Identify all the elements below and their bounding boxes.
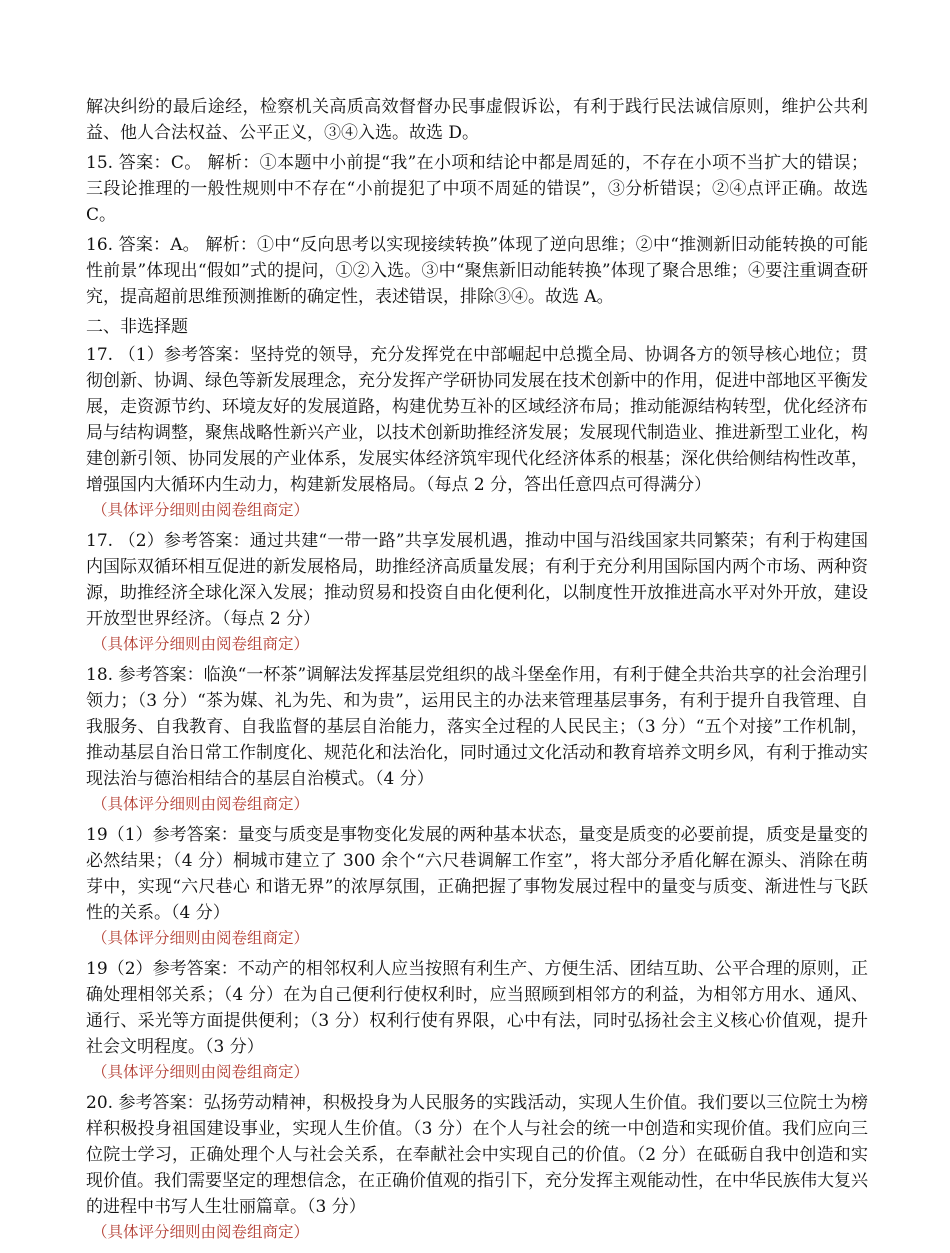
answer-question-19-1: 19（1）参考答案：量变与质变是事物变化发展的两种基本状态，量变是质变的必要前提，质变是量变的必然结果；（4 分）桐城市建立了 300 余个“六尺巷调解工作室”，将大部分矛盾化解在源头、消除在萌芽中，实现“六尺巷心 和谐无界”的浓厚氛围，正确把握了事物发展过程中的量变与质变、渐进性与飞跃性的关系。（4 分） xyxy=(86,825,868,923)
scoring-note: （具体评分细则由阅卷组商定） xyxy=(92,635,310,653)
answer-question-17-2: 17. （2）参考答案：通过共建“一带一路”共享发展机遇，推动中国与沿线国家共同繁荣；有利于构建国内国际双循环相互促进的新发展格局，助推经济高质量发展；有利于充分利用国际国内两个市场、两种资源，助推经济全球化深入发展；推动贸易和投资自由化便利化，以制度性开放推进高水平对外开放，建设开放型世界经济。（每点 2 分） xyxy=(86,531,868,629)
scoring-note: （具体评分细则由阅卷组商定） xyxy=(92,1223,310,1241)
paragraph-intro: 解决纠纷的最后途经，检察机关高质高效督督办民事虚假诉讼，有利于践行民法诚信原则，维护公共利益、他人合法权益、公平正义，③④入选。故选 D。 xyxy=(86,97,868,143)
scoring-note: （具体评分细则由阅卷组商定） xyxy=(92,1063,310,1081)
section-title: 二、非选择题 xyxy=(86,317,188,337)
scoring-note: （具体评分细则由阅卷组商定） xyxy=(92,501,310,519)
answer-question-17-1: 17. （1）参考答案：坚持党的领导，充分发挥党在中部崛起中总揽全局、协调各方的领导核心地位；贯彻创新、协调、绿色等新发展理念，充分发挥产学研协同发展在技术创新中的作用，促进中部地区平衡发展，走资源节约、环境友好的发展道路，构建优势互补的区域经济布局；推动能源结构转型，优化经济布局与结构调整，聚焦战略性新兴产业，以技术创新助推经济发展；发展现代制造业、推进新型工业化，构建创新引领、协同发展的产业体系，发展实体经济筑牢现代化经济体系的根基；深化供给侧结构性改革，增强国内大循环内生动力，构建新发展格局。（每点 2 分，答出任意四点可得满分） xyxy=(86,345,868,495)
answer-question-19-2: 19（2）参考答案：不动产的相邻权利人应当按照有利生产、方便生活、团结互助、公平合理的原则，正确处理相邻关系；（4 分）在为自己便利行使权利时，应当照顾到相邻方的利益，为相邻方用水、通风、通行、采光等方面提供便利；（3 分）权利行使有界限，心中有法，同时弘扬社会主义核心价值观，提升社会文明程度。（3 分） xyxy=(86,959,868,1057)
answer-question-15: 15. 答案：C。 解析：①本题中小前提“我”在小项和结论中都是周延的，不存在小项不当扩大的错误；三段论推理的一般性规则中不存在“小前提犯了中项不周延的错误”，③分析错误；②④点评正确。故选 C。 xyxy=(86,153,868,225)
scoring-note: （具体评分细则由阅卷组商定） xyxy=(92,795,310,813)
page-content xyxy=(86,94,868,1250)
answer-question-18: 18. 参考答案：临涣“一杯茶”调解法发挥基层党组织的战斗堡垒作用，有利于健全共治共享的社会治理引领力；（3 分）“茶为媒、礼为先、和为贵”，运用民主的办法来管理基层事务，有利于提升自我管理、自我服务、自我教育、自我监督的基层自治能力，落实全过程的人民民主；（3 分）“五个对接”工作机制，推动基层自治日常工作制度化、规范化和法治化，同时通过文化活动和教育培养文明乡风，有利于推动实现法治与德治相结合的基层自治模式。（4 分） xyxy=(86,665,868,789)
scoring-note: （具体评分细则由阅卷组商定） xyxy=(92,929,310,947)
answer-question-16: 16. 答案：A。 解析：①中“反向思考以实现接续转换”体现了逆向思维；②中“推测新旧动能转换的可能性前景”体现出“假如”式的提问，①②入选。③中“聚焦新旧动能转换”体现了聚合思维；④要注重调查研究，提高超前思维预测推断的确定性，表述错误，排除③④。故选 A。 xyxy=(86,235,868,307)
answer-question-20: 20. 参考答案：弘扬劳动精神，积极投身为人民服务的实践活动，实现人生价值。我们要以三位院士为榜样积极投身祖国建设事业，实现人生价值。（3 分）在个人与社会的统一中创造和实现价值。我们应向三位院士学习，正确处理个人与社会关系，在奉献社会中实现自己的价值。（2 分）在砥砺自我中创造和实现价值。我们需要坚定的理想信念，在正确价值观的指引下，充分发挥主观能动性，在中华民族伟大复兴的进程中书写人生壮丽篇章。（3 分） xyxy=(86,1093,868,1217)
